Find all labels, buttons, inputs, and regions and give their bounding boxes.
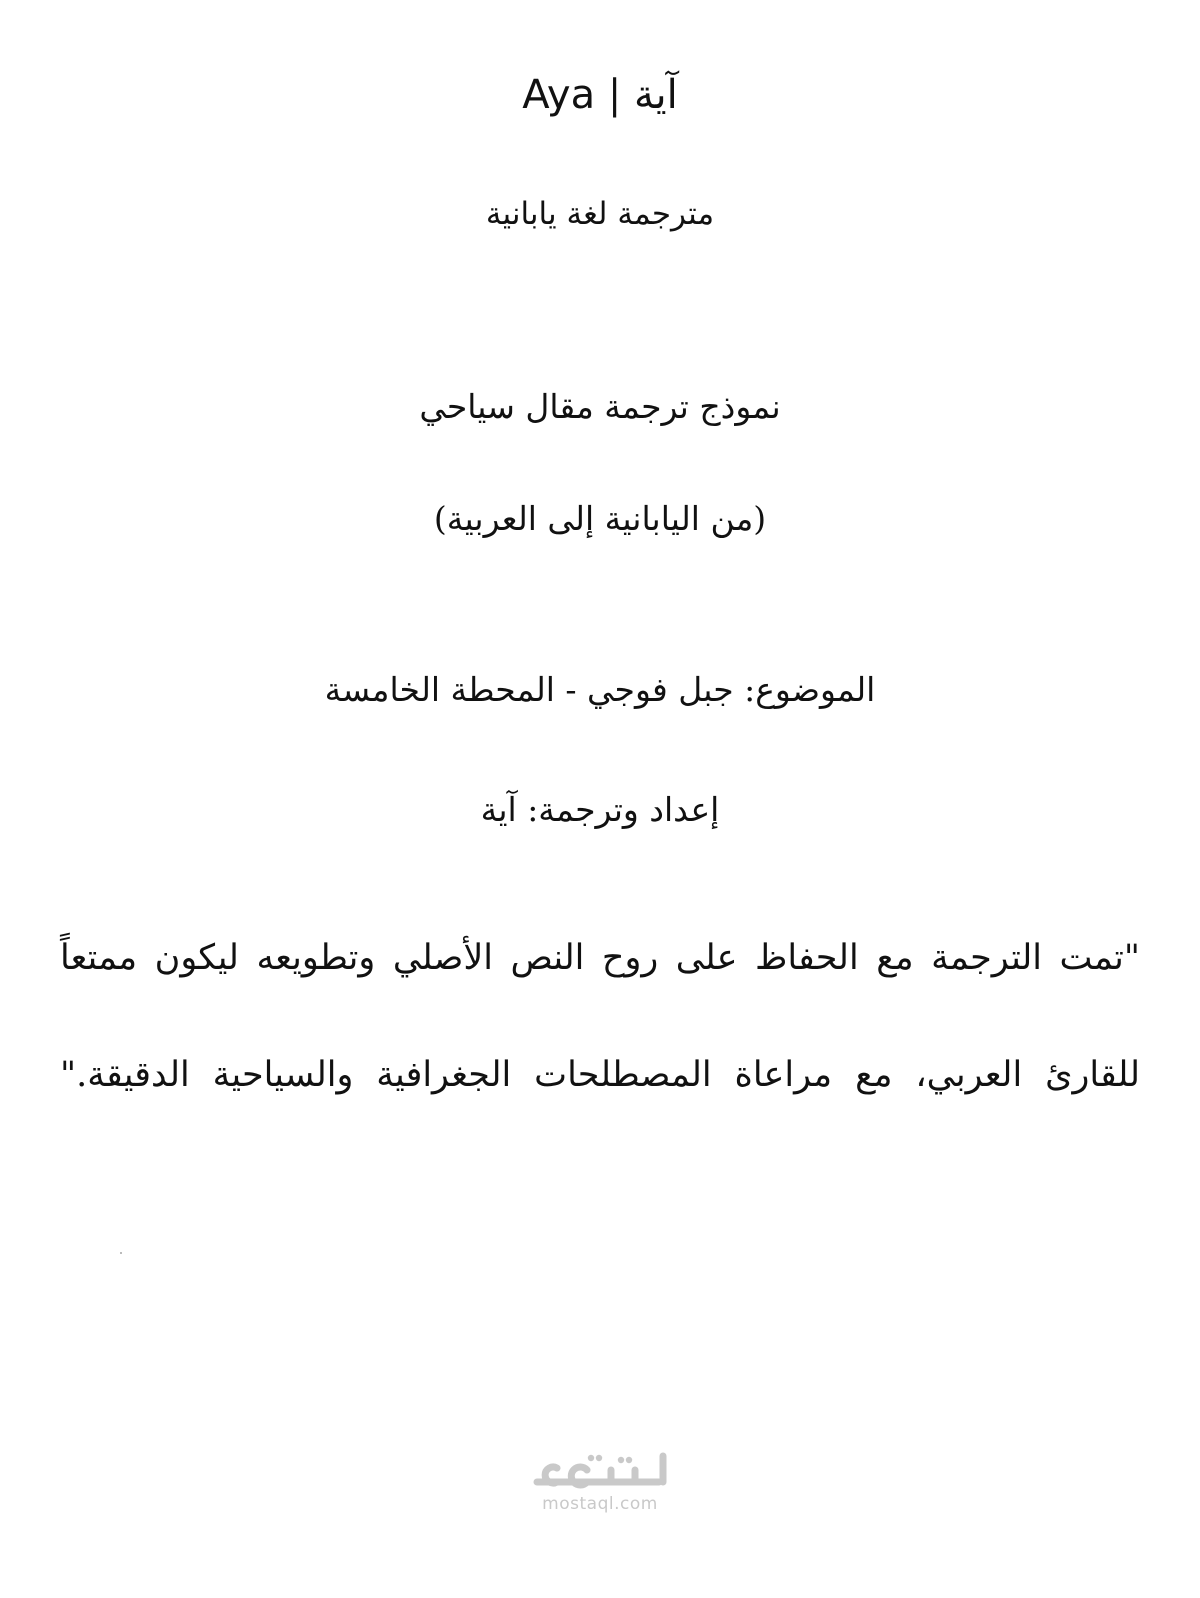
watermark-url: mostaql.com	[542, 1494, 658, 1514]
author-name-latin: Aya	[522, 72, 596, 118]
translation-statement-line-1: "تمت الترجمة مع الحفاظ على روح النص الأصلي وتطويعه ليكون ممتعاً	[60, 938, 1140, 978]
author-name-separator: |	[607, 72, 622, 118]
document-topic: الموضوع: جبل فوجي - المحطة الخامسة	[324, 670, 876, 709]
author-name-arabic: آية	[634, 72, 678, 118]
mostaql-watermark	[500, 1452, 700, 1514]
stray-mark	[120, 1252, 122, 1254]
document-credit: إعداد وترجمة: آية	[480, 790, 720, 829]
mostaql-logo-icon	[527, 1452, 673, 1490]
document-title: نموذج ترجمة مقال سياحي	[419, 387, 781, 426]
translation-statement-line-2: للقارئ العربي، مع مراعاة المصطلحات الجغرافية والسياحية الدقيقة."	[60, 1055, 1140, 1095]
author-name	[0, 72, 1200, 118]
author-role: مترجمة لغة يابانية	[485, 196, 715, 232]
document-subtitle: (من اليابانية إلى العربية)	[433, 499, 767, 538]
